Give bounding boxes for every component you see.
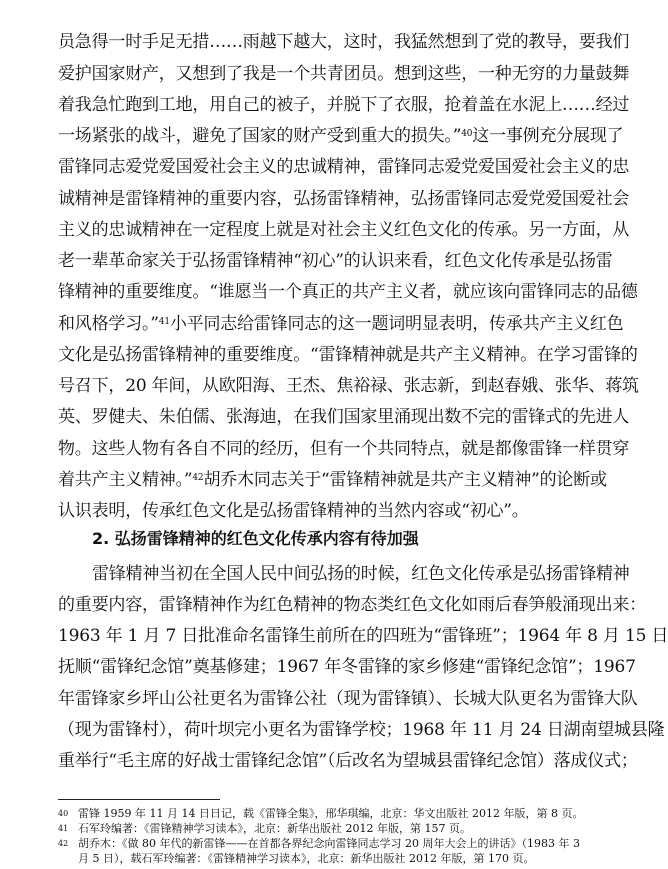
footnote: [58, 851, 618, 866]
footnote-divider: [58, 799, 220, 800]
section-heading: 2. 弘扬雷锋精神的红色文化传承内容有待加强: [92, 529, 419, 548]
body-line: 锋精神的重要维度。“谁愿当一个真正的共产主义者，就应该向雷锋同志的品德: [58, 282, 638, 302]
footnote-ref[interactable]: 40: [461, 129, 473, 139]
footnote-text: 石军玲编著：《雷锋精神学习读本》，北京：新华出版社 2012 年版，第 157 页。: [78, 822, 471, 835]
body-line-tail: 胡乔木同志关于“雷锋精神就是共产主义精神”的论断或: [203, 470, 607, 490]
body-line: 员急得一时手足无措……雨越下越大，这时，我猛然想到了党的教导，要我们: [58, 32, 630, 52]
footnote-text: 月 5 日），载石军玲编著：《雷锋精神学习读本》，北京：新华出版社 2012 年版，第 170 页。: [78, 852, 535, 865]
body-line: 诚精神是雷锋精神的重要内容，弘扬雷锋精神，弘扬雷锋同志爱党爱国爱社会: [58, 189, 630, 209]
body-line-tail: 这一事例充分展现了: [472, 126, 624, 146]
footnote-text: 胡乔木：《做 80 年代的新雷锋——在首都各界纪念向雷锋同志学习 20 周年大会上的讲话》（1983 年 3: [78, 837, 580, 850]
body-line: 爱护国家财产，又想到了我是一个共青团员。想到这些，一种无穷的力量鼓舞: [58, 64, 630, 84]
footnote-text: 雷锋 1959 年 11 月 14 日日记，载《雷锋全集》，邢华琪编，北京：华文出版社 2012 年版，第 8 页。: [78, 807, 584, 820]
body-line: 雷锋同志爱党爱国爱社会主义的忠诚精神，雷锋同志爱党爱国爱社会主义的忠: [58, 157, 630, 177]
footnote: [58, 821, 618, 836]
footnote-number: 41: [58, 824, 69, 833]
body-line: 号召下，20 年间，从欧阳海、王杰、焦裕禄、张志新，到赵春娥、张华、蒋筑: [58, 376, 639, 396]
body-line: [58, 313, 624, 335]
body-line: 物。这些人物有各自不同的经历，但有一个共同特点，就是都像雷锋一样贯穿: [58, 439, 630, 459]
footnote-ref[interactable]: 42: [192, 473, 204, 483]
section-line: （现为雷锋村），荷叶坝完小更名为雷锋学校；1968 年 11 月 24 日湖南望城县隆: [58, 720, 665, 740]
body-line: 英、罗健夫、朱伯儒、张海迪，在我们国家里涌现出数不完的雷锋式的先进人: [58, 407, 630, 427]
body-line: 老一辈革命家关于弘扬雷锋精神“初心”的认识来看，红色文化传承是弘扬雷: [58, 251, 613, 271]
section-line: 重举行“毛主席的好战士雷锋纪念馆”（后改名为望城县雷锋纪念馆）落成仪式；: [58, 751, 638, 771]
footnote-number: 42: [58, 839, 69, 848]
body-line-tail: 小平同志给雷锋同志的这一题词明显表明，传承共产主义红色: [169, 314, 624, 334]
body-line: 着我急忙跑到工地，用自己的被子，并脱下了衣服，抢着盖在水泥上……经过: [58, 95, 630, 115]
footnote: [58, 806, 618, 821]
section-line: 的重要内容，雷锋精神作为红色精神的物态类红色文化如雨后春笋般涌现出来：: [58, 595, 646, 615]
body-line-text: 着共产主义精神。”: [58, 470, 193, 490]
footnote-number: 40: [58, 809, 69, 818]
body-line: 认识表明，传承红色文化是弘扬雷锋精神的当然内容或“初心”。: [58, 501, 529, 521]
body-line: [58, 469, 606, 491]
body-line-text: 和风格学习。”: [58, 314, 159, 334]
body-line-text: 一场紧张的战斗，避免了国家的财产受到重大的损失。”: [58, 126, 462, 146]
section-line: 雷锋精神当初在全国人民中间弘扬的时候，红色文化传承是弘扬雷锋精神: [92, 564, 630, 584]
footnote-ref[interactable]: 41: [158, 317, 170, 327]
body-line: 文化是弘扬雷锋精神的重要维度。“雷锋精神就是共产主义精神。在学习雷锋的: [58, 345, 638, 365]
body-line: [58, 125, 624, 147]
body-line: 主义的忠诚精神在一定程度上就是对社会主义红色文化的传承。另一方面，从: [58, 220, 630, 240]
section-line: 1963 年 1 月 7 日批准命名雷锋生前所在的四班为“雷锋班”；1964 年 8 月 15 日: [58, 626, 668, 646]
footnote: [58, 836, 618, 851]
section-line: 年雷锋家乡坪山公社更名为雷锋公社（现为雷锋镇）、长城大队更名为雷锋大队: [58, 689, 638, 709]
section-line: 抚顺“雷锋纪念馆”奠基修建；1967 年冬雷锋的家乡修建“雷锋纪念馆”；1967: [58, 657, 636, 677]
